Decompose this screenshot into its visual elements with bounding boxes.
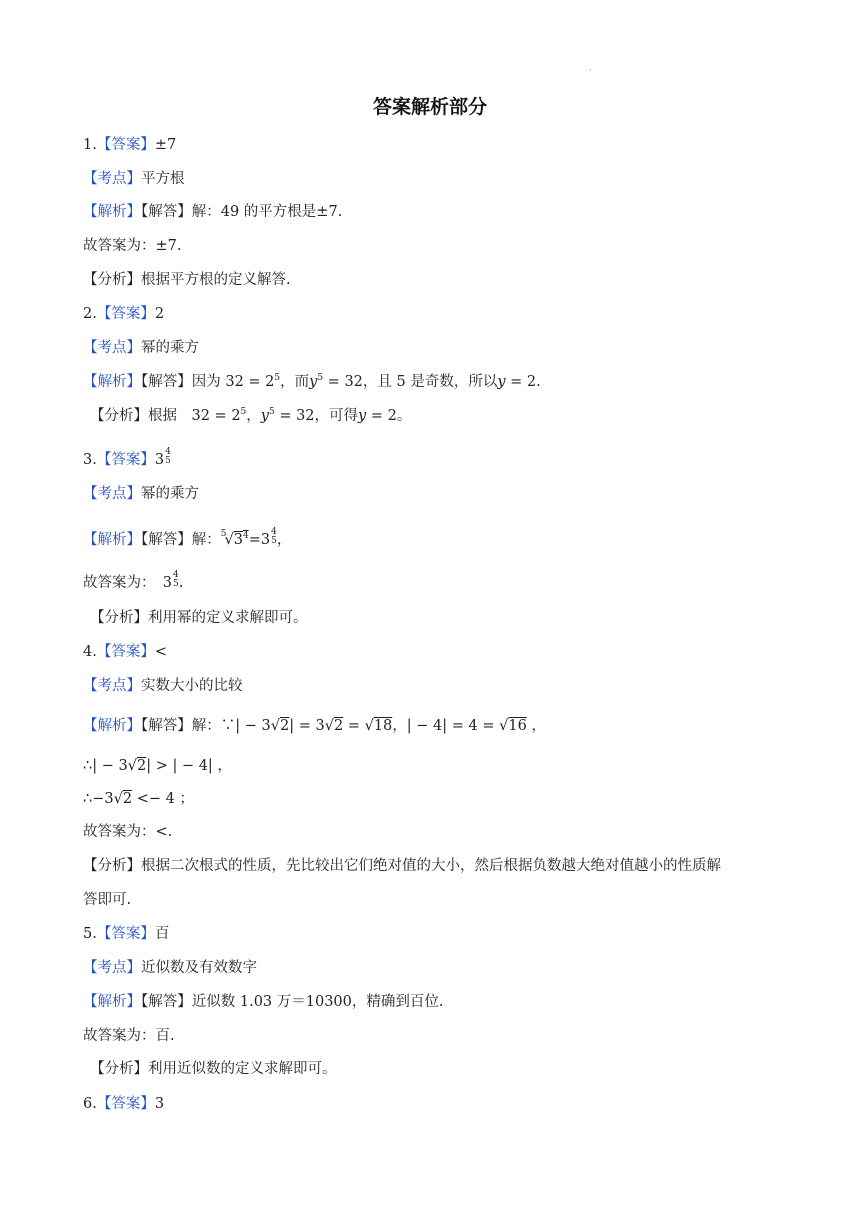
q5-result-line: 故答案为：百. <box>83 1028 175 1044</box>
q4-remark-line <box>83 856 721 876</box>
remark-tag: 【分析】 <box>90 408 148 424</box>
fraction-exponent: 4 5 <box>172 570 179 589</box>
remark-tag: 【分析】 <box>83 858 141 874</box>
q5-solution: 近似数 1.03 万＝10300，精确到百位. <box>191 994 444 1010</box>
q2-answer-line <box>83 304 164 324</box>
q2-remark-b: ， <box>246 408 261 424</box>
q2-sol-c: = 32，且 5 是奇数，所以 <box>323 374 498 390</box>
q4-sol-d: ，| − 4| = 4 = <box>392 718 500 734</box>
q5-answer: 百 <box>154 926 170 942</box>
q1-number: 1. <box>83 137 97 153</box>
root-index: 5 <box>220 529 227 539</box>
q2-remark-a: 根据 32 = 2 <box>148 408 241 424</box>
radical-sign: √ <box>224 532 234 548</box>
q1-remark: 根据平方根的定义解答. <box>141 272 291 288</box>
q1-answer: ±7 <box>154 137 177 153</box>
radicand: 2 <box>136 758 147 774</box>
q2-sol-a: 因为 32 = 2 <box>191 374 275 390</box>
q4-remark-line-2: 答即可. <box>83 892 132 908</box>
analysis-tag: 【解析】 <box>83 994 141 1010</box>
exponent: 5 <box>240 407 247 417</box>
q5-solution-line <box>83 992 444 1012</box>
q3-sol-prefix: 解： <box>191 532 221 548</box>
q4-line3-b: <− 4 ； <box>132 791 194 807</box>
q5-topic-line <box>83 958 257 978</box>
answer-tag: 【答案】 <box>96 644 155 660</box>
q4-sol-c: = <box>343 718 365 734</box>
remark-tag: 【分析】 <box>83 272 141 288</box>
q3-remark-line <box>90 608 308 628</box>
q2-remark-line <box>90 406 411 426</box>
exponent: 5 <box>274 373 281 383</box>
q3-number: 3. <box>83 452 97 468</box>
radicand: 2 <box>279 718 290 734</box>
q3-result-prefix: 故答案为： <box>83 575 163 591</box>
answer-tag: 【答案】 <box>96 137 155 153</box>
solution-tag: 【解答】 <box>141 994 192 1010</box>
q3-topic-line <box>83 484 199 504</box>
q6-answer-line <box>83 1094 164 1114</box>
solution-tag: 【解答】 <box>141 718 192 734</box>
q1-topic: 平方根 <box>141 171 185 187</box>
q4-step3-line: ∴−3√2 <− 4 ； <box>83 791 194 807</box>
radicand: 2 <box>333 718 344 734</box>
q4-sol-b: | = 3 <box>289 718 325 734</box>
q3-answer-line <box>83 448 171 470</box>
topic-tag: 【考点】 <box>83 486 141 502</box>
topic-tag: 【考点】 <box>83 678 141 694</box>
q2-answer: 2 <box>154 306 165 322</box>
topic-tag: 【考点】 <box>83 960 141 976</box>
analysis-tag: 【解析】 <box>83 718 141 734</box>
radicand: $3^4$ <box>233 531 249 548</box>
q4-topic: 实数大小的比较 <box>141 678 243 694</box>
q1-topic-line <box>83 169 185 189</box>
solution-tag: 【解答】 <box>141 204 192 220</box>
q4-number: 4. <box>83 644 97 660</box>
q4-answer-line <box>83 642 167 662</box>
q4-sol-e: ， <box>526 718 546 734</box>
q4-result-line: 故答案为：<. <box>83 824 173 840</box>
q3-comma: ， <box>276 532 292 548</box>
radicand: 18 <box>373 718 393 734</box>
fraction-exponent: 4 5 <box>271 527 277 546</box>
var-y: y <box>497 374 506 390</box>
q2-remark-d: = 2。 <box>366 408 412 424</box>
q5-remark-line <box>90 1059 337 1079</box>
q3-remark: 利用幂的定义求解即可。 <box>148 610 308 626</box>
q4-solution-line: 【解析】【解答】解：∵| − 3√2| = 3√2 = √18，| − 4| = 4 = √16 ， <box>83 718 546 734</box>
q2-number: 2. <box>83 306 97 322</box>
q2-solution-line <box>83 372 541 392</box>
var-y: y <box>260 408 269 424</box>
q4-step2-line: ∴| − 3√2| > | − 4| ， <box>83 758 232 774</box>
page-title: 答案解析部分 <box>372 96 487 118</box>
q2-sol-d: = 2. <box>505 374 541 390</box>
q4-remark-1: 根据二次根式的性质，先比较出它们绝对值的大小，然后根据负数越大绝对值越小的性质解 <box>141 858 721 874</box>
var-y: y <box>358 408 367 424</box>
answer-tag: 【答案】 <box>96 926 155 942</box>
q6-answer: 3 <box>154 1096 165 1112</box>
q2-topic-line <box>83 338 199 358</box>
exponent: 5 <box>268 407 275 417</box>
q5-answer-line <box>83 924 169 944</box>
q1-answer-line <box>83 135 176 155</box>
q1-remark-line <box>83 270 291 290</box>
exponent: 5 <box>317 373 324 383</box>
fraction-exponent: 4 5 <box>165 447 171 466</box>
answer-tag: 【答案】 <box>96 1096 155 1112</box>
q5-topic: 近似数及有效数字 <box>141 960 257 976</box>
q3-result-line <box>83 571 183 593</box>
q6-number: 6. <box>83 1096 97 1112</box>
q1-solution-line <box>83 202 342 222</box>
q1-solution: 解：49 的平方根是±7. <box>191 204 343 220</box>
topic-tag: 【考点】 <box>83 340 141 356</box>
topic-tag: 【考点】 <box>83 171 141 187</box>
q4-sol-a: 解：∵| − 3 <box>191 718 271 734</box>
solution-tag: 【解答】 <box>141 374 192 390</box>
analysis-tag: 【解析】 <box>83 374 141 390</box>
q3-power-base: 3 <box>260 532 271 548</box>
equals-sign: = <box>248 532 261 548</box>
solution-tag: 【解答】 <box>141 532 192 548</box>
q5-number: 5. <box>83 926 97 942</box>
q3-period: . <box>178 575 184 591</box>
q4-line3-a: ∴−3 <box>83 791 114 807</box>
q3-answer-base: 3 <box>154 452 165 468</box>
q4-line2-b: | > | − 4| ， <box>146 758 232 774</box>
q5-remark: 利用近似数的定义求解即可。 <box>148 1061 337 1077</box>
q4-line2-a: ∴| − 3 <box>83 758 128 774</box>
q3-result-base: 3 <box>162 575 172 591</box>
analysis-tag: 【解析】 <box>83 204 141 220</box>
remark-tag: 【分析】 <box>90 1061 148 1077</box>
analysis-tag: 【解析】 <box>83 532 141 548</box>
remark-tag: 【分析】 <box>90 610 148 626</box>
q3-solution-line <box>83 524 291 550</box>
q4-topic-line <box>83 676 243 696</box>
q2-topic: 幂的乘方 <box>141 340 199 356</box>
var-y: y <box>309 374 318 390</box>
q2-sol-b: ，而 <box>280 374 310 390</box>
q3-topic: 幂的乘方 <box>141 486 199 502</box>
q2-remark-c: = 32，可得 <box>274 408 359 424</box>
answer-tag: 【答案】 <box>96 452 155 468</box>
header-mark: · <box>589 66 592 75</box>
q4-answer: < <box>154 644 167 660</box>
q1-result-line: 故答案为：±7. <box>83 238 182 254</box>
radicand: 2 <box>122 791 133 807</box>
radicand: 16 <box>508 718 527 734</box>
answer-tag: 【答案】 <box>96 306 155 322</box>
